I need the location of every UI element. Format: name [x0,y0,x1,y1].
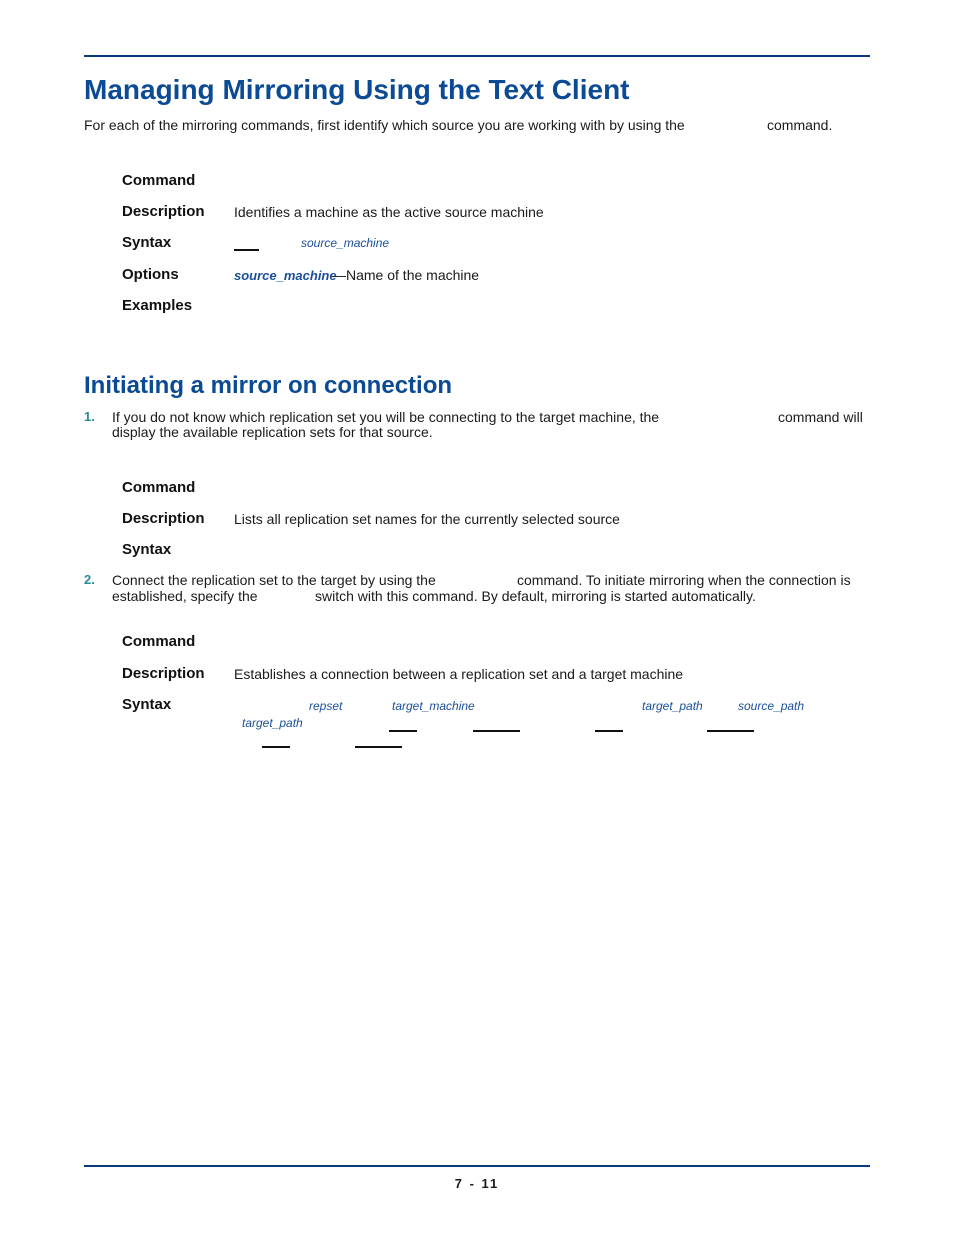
block3-syntax-underline [262,746,290,748]
block2-syntax-label: Syntax [122,541,172,558]
intro-text-before: For each of the mirroring commands, first identify which source you are working with by using the [84,117,685,133]
block3-syntax-var-repset: repset [309,699,343,713]
step2-line1-b: command. To initiate mirroring when the connection is [517,572,851,588]
step2-line2-a: established, specify the [112,588,258,604]
step1-line1-before: If you do not know which replication set you will be connecting to the target machine, the [112,409,660,425]
block2-command-label: Command [122,479,196,496]
block3-command-label: Command [122,633,196,650]
block3-syntax-var-target-machine: target_machine [392,699,475,713]
step2-line2-b: switch with this command. By default, mirroring is started automatically. [315,588,756,604]
block1-options-label: Options [122,266,179,283]
block3-syntax-underline [389,730,417,732]
block1-option-text: —Name of the machine [332,267,480,283]
block2-description: Lists all replication set names for the currently selected source [234,511,620,527]
step1-line1-after: command will [778,409,863,425]
block2-description-label: Description [122,510,205,527]
block3-syntax-label: Syntax [122,696,172,713]
step1-line2: display the available replication sets for that source. [112,424,433,440]
block1-syntax-underline [234,249,259,251]
step2-number: 2. [84,572,95,587]
block3-syntax-underline [355,746,402,748]
block1-syntax-var: source_machine [301,236,390,250]
block3-syntax-var-target-path: target_path [642,699,703,713]
block3-syntax-var-target-path-2: target_path [242,716,303,730]
block3-syntax-underline [707,730,754,732]
block3-description-label: Description [122,665,205,682]
block1-syntax-label: Syntax [122,234,172,251]
block1-examples-label: Examples [122,297,193,314]
block1-option-var: source_machine [234,268,337,283]
page-title: Managing Mirroring Using the Text Client [84,74,630,105]
block1-description-label: Description [122,203,205,220]
block1-command-label: Command [122,172,196,189]
block1-description: Identifies a machine as the active source machine [234,204,544,220]
header-rule [84,55,870,57]
block3-description: Establishes a connection between a replication set and a target machine [234,666,684,682]
step1-number: 1. [84,409,95,424]
page-number: 7 - 11 [454,1176,500,1191]
block3-syntax-underline [473,730,520,732]
step2-line1-a: Connect the replication set to the target by using the [112,572,436,588]
block3-syntax-underline [595,730,623,732]
intro-text-after: command. [767,117,833,133]
footer-rule [84,1165,870,1167]
block3-syntax-var-source-path: source_path [738,699,805,713]
section-heading: Initiating a mirror on connection [84,372,453,399]
